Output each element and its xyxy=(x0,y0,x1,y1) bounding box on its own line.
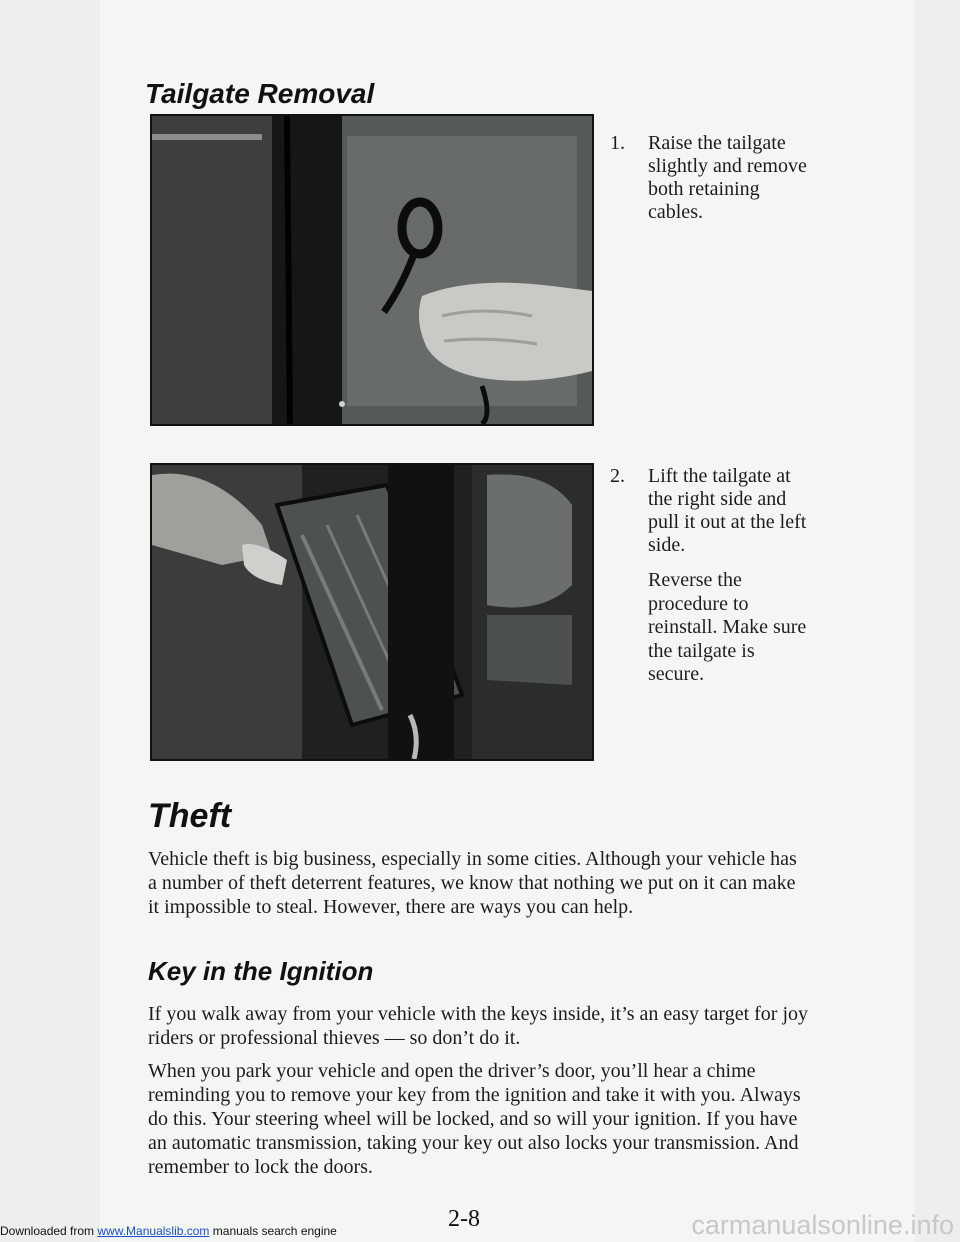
step-text: Lift the tailgate at the right side and pull it out at the left side. xyxy=(648,465,807,556)
theft-heading: Theft xyxy=(148,797,232,835)
step-number: 1. xyxy=(610,132,625,154)
key-in-ignition-heading: Key in the Ignition xyxy=(148,956,374,986)
step-number: 2. xyxy=(610,465,625,487)
manualslib-link[interactable]: www.Manualslib.com xyxy=(97,1224,210,1238)
photo-retaining-cable xyxy=(150,114,594,426)
photo-lifting-tailgate xyxy=(150,463,594,761)
watermark: carmanualsonline.info xyxy=(691,1210,954,1240)
footer-prefix: Downloaded from xyxy=(0,1224,98,1238)
step-1 xyxy=(610,132,810,224)
page-number: 2-8 xyxy=(448,1206,480,1232)
step-text: Raise the tailgate slightly and remove both retaining cables. xyxy=(648,132,807,223)
ignition-paragraph-1: If you walk away from your vehicle with the keys inside, it’s an easy target for joy riders or professional thieves — so don’t do it. xyxy=(148,1003,809,1049)
ignition-paragraph-2: When you park your vehicle and open the driver’s door, you’ll hear a chime reminding you to remove your key from the ignition and take it with you. Always do this. Your steering wheel will be locked, and so will your ignition. If you have an automatic transmission, taking your key out also locks your transmission. And remember to lock the doors. xyxy=(148,1060,801,1178)
footer-suffix: manuals search engine xyxy=(209,1224,337,1238)
theft-paragraph: Vehicle theft is big business, especially in some cities. Although your vehicle has a number of theft deterrent features, we know that nothing we put on it can make it impossible to steal. However, there are ways you can help. xyxy=(148,848,797,918)
tailgate-removal-heading: Tailgate Removal xyxy=(145,78,375,109)
step-2 xyxy=(610,465,810,557)
reverse-procedure-note: Reverse the procedure to reinstall. Make sure the tailgate is secure. xyxy=(648,569,807,685)
download-footer xyxy=(0,1224,337,1238)
